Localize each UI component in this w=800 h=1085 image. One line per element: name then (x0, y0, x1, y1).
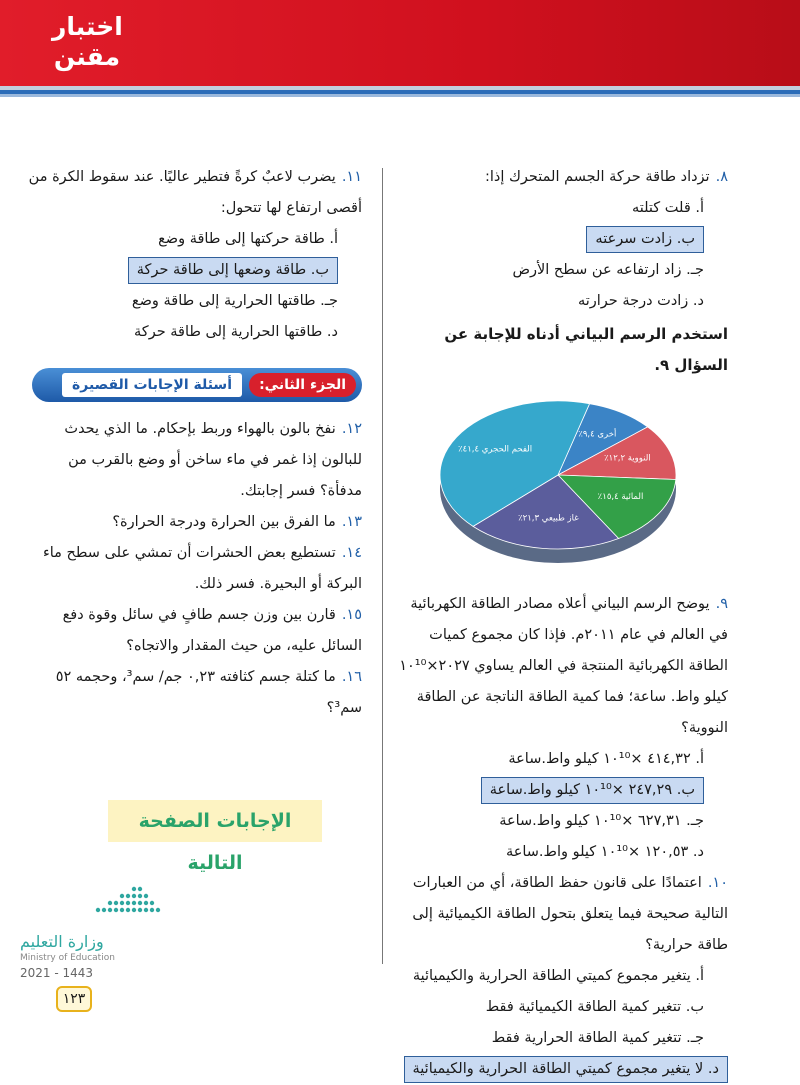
question-9: ٩.يوضح الرسم البياني أعلاه مصادر الطاقة الكهربائية في العالم في عام ٢٠١١م. فإذا كان مجموع كميات الطاقة الكهربائية المنتجة في العالم يساوي ٢٠٢٧×١٠¹⁰ كيلو واط. ساعة؛ فما كمية الطاقة الناتجة عن الطاقة النووية؟ أ. ٤١٤,٣٢ ×١٠¹⁰ كيلو واط.ساعة ب. ٢٤٧,٢٩ ×١٠¹⁰ كيلو واط.ساعة جـ. ٦٢٧,٣١ ×١٠¹⁰ كيلو واط.ساعة د. ١٢٠,٥٣ ×١٠¹⁰ كيلو واط.ساعة (388, 589, 728, 868)
q11-option-c: جـ. طاقتها الحرارية إلى طاقة وضع (131, 293, 338, 309)
q9-option-d: د. ١٢٠,٥٣ ×١٠¹⁰ كيلو واط.ساعة (505, 844, 704, 860)
q8-option-c: جـ. زاد ارتفاعه عن سطح الأرض (512, 262, 704, 278)
selected-answer: ب. زادت سرعته (586, 226, 704, 253)
page-number: ١٢٣ (56, 986, 92, 1012)
question-12: ١٢.نفخ بالون بالهواء وربط بإحكام. ما الذي يحدث للبالون إذا غمر في ماء ساخن أو وضع بالقرب من مدفأة؟ فسر إجابتك. (64, 421, 362, 499)
q8-option-b (388, 224, 704, 255)
edition-year: 2021 - 1443 (20, 966, 94, 980)
q11-option-d: د. طاقتها الحرارية إلى طاقة حركة (134, 324, 338, 340)
pie-label: أخرى ٩,٤٪ (578, 429, 617, 440)
ministry-name-en: Ministry of Education (20, 953, 115, 963)
q9-option-c: جـ. ٦٢٧,٣١ ×١٠¹⁰ كيلو واط.ساعة (499, 813, 704, 829)
part-title: أسئلة الإجابات القصيرة (62, 373, 242, 397)
q9-option-a: أ. ٤١٤,٣٢ ×١٠¹⁰ كيلو واط.ساعة (508, 751, 704, 767)
selected-answer: ب. ٢٤٧,٢٩ ×١٠¹⁰ كيلو واط.ساعة (481, 777, 704, 804)
section-title: اختبار مقنن (52, 12, 123, 71)
question-8: ٨.تزداد طاقة حركة الجسم المتحرك إذا: أ. قلت كتلته ب. زادت سرعته جـ. زاد ارتفاعه عن سطح الأرض د. زادت درجة حرارته (388, 162, 728, 317)
q10-option-a: أ. يتغير مجموع كميتي الطاقة الحرارية والكيميائية (412, 968, 704, 984)
pie-label: الفحم الحجري ٤١,٤٪ (458, 444, 533, 455)
ministry-name-ar: وزارة التعليم (20, 932, 104, 951)
question-13: ١٣.ما الفرق بين الحرارة ودرجة الحرارة؟ (112, 514, 362, 530)
q11-option-a: أ. طاقة حركتها إلى طاقة وضع (158, 231, 338, 247)
q8-option-a: أ. قلت كتلته (631, 200, 704, 216)
q11-option-b (22, 255, 338, 286)
pie-label: غاز طبيعي ٢١,٣٪ (518, 513, 579, 524)
selected-answer: ب. طاقة وضعها إلى طاقة حركة (128, 257, 338, 284)
q10-option-b: ب. تتغير كمية الطاقة الكيميائية فقط (485, 999, 704, 1015)
question-15: ١٥.قارن بين وزن جسم طافٍ في سائل وقوة دفع السائل عليه، من حيث المقدار والاتجاه؟ (62, 607, 362, 654)
question-14: ١٤.تستطيع بعض الحشرات أن تمشي على سطح ماء البركة أو البحيرة. فسر ذلك. (42, 545, 362, 592)
graph-instruction: استخدم الرسم البياني أدناه للإجابة عن السؤال ٩. (444, 325, 728, 374)
next-page-note: الإجابات الصفحة التالية (108, 800, 322, 842)
top-banner (0, 0, 800, 86)
short-questions (22, 414, 362, 724)
pie-label: المائية ١٥,٤٪ (597, 491, 644, 502)
q10-option-c: جـ. تتغير كمية الطاقة الحرارية فقط (491, 1030, 704, 1046)
question-16: ١٦.ما كتلة جسم كثافته ٠,٢٣ جم/ سم³، وحجمه ٥٢ سم³؟ (55, 669, 362, 716)
part-number: الجزء الثاني: (249, 373, 356, 397)
ministry-dots-icon (92, 880, 164, 920)
pie-label: النووية ١٢,٢٪ (604, 453, 651, 464)
column-divider (382, 168, 383, 964)
question-11: ١١.يضرب لاعبٌ كرةً فتطير عاليًا. عند سقوط الكرة من أقصى ارتفاع لها تتحول: أ. طاقة حركتها إلى طاقة وضع ب. طاقة وضعها إلى طاقة حركة جـ. طاقتها الحرارية إلى طاقة وضع د. طاقتها الحرارية إلى طاقة حركة (22, 162, 362, 348)
q10-option-d (388, 1054, 728, 1085)
selected-answer: د. لا يتغير مجموع كميتي الطاقة الحرارية والكيميائية (404, 1056, 728, 1083)
q9-option-b (388, 775, 704, 806)
pie-chart (428, 389, 688, 579)
q8-option-d: د. زادت درجة حرارته (577, 293, 704, 309)
part-two-header (32, 368, 362, 402)
banner-stripe (0, 94, 800, 97)
left-column (22, 162, 362, 724)
right-column (388, 162, 728, 1085)
question-10: ١٠.اعتمادًا على قانون حفظ الطاقة، أي من العبارات التالية صحيحة فيما يتعلق بتحول الطاقة الكيميائية إلى طاقة حرارية؟ أ. يتغير مجموع كميتي الطاقة الحرارية والكيميائية ب. تتغير كمية الطاقة الكيميائية فقط جـ. تتغير كمية الطاقة الحرارية فقط د. لا يتغير مجموع كميتي الطاقة الحرارية والكيميائية (388, 868, 728, 1085)
